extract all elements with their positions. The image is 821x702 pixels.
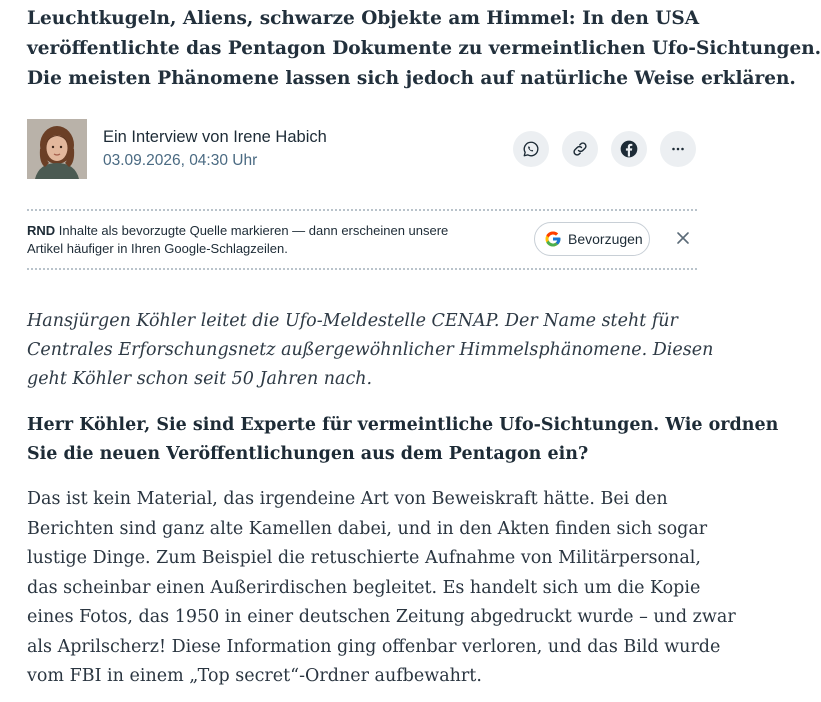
question-line: Herr Köhler, Sie sind Experte für vermeintliche Ufo-Sichtungen. Wie ordnen [27, 415, 779, 435]
preferred-source-banner [27, 220, 707, 264]
intro-line: Centrales Erforschungsnetz außergewöhnlicher Himmelsphänomene. Diesen [27, 340, 714, 360]
whatsapp-icon [522, 140, 540, 158]
link-icon [571, 140, 589, 158]
article-lead [27, 4, 821, 94]
publish-date: 03.09.2026, 04:30 Uhr [103, 152, 258, 169]
facebook-icon [619, 139, 639, 159]
lead-line: veröffentlichte das Pentagon Dokumente zu vermeintlichen Ufo-Sichtungen. [27, 38, 821, 59]
prefer-button-label: Bevorzugen [568, 231, 643, 247]
author-byline: Ein Interview von Irene Habich [103, 128, 327, 146]
preferred-source-line2: Artikel häufiger in Ihren Google-Schlagzeilen. [27, 241, 288, 256]
preferred-source-text [27, 222, 517, 258]
copy-link-button[interactable] [562, 131, 598, 167]
intro-line: Hansjürgen Köhler leitet die Ufo-Meldestelle CENAP. Der Name steht für [27, 311, 678, 331]
close-banner-button[interactable] [673, 228, 693, 248]
google-icon [544, 230, 562, 248]
more-options-button[interactable] [660, 131, 696, 167]
answer-line: vom FBI in einem „Top secret“-Ordner aufbewahrt. [27, 666, 482, 686]
author-row [27, 119, 707, 183]
answer-line: das scheinbar einen Außerirdischen begleitet. Es handelt sich um die Kopie [27, 577, 701, 598]
answer-line: lustige Dinge. Zum Beispiel die retuschierte Aufnahme von Militärpersonal, [27, 548, 701, 568]
divider-top [27, 209, 697, 211]
question-line: Sie die neuen Veröffentlichungen aus dem Pentagon ein? [27, 444, 589, 464]
answer-line: Berichten sind ganz alte Kamellen dabei, und in den Akten finden sich sogar [27, 518, 708, 539]
whatsapp-share-button[interactable] [513, 131, 549, 167]
interview-intro [27, 307, 714, 394]
author-photo [27, 119, 87, 179]
answer-line: Das ist kein Material, das irgendeine Art von Beweiskraft hätte. Bei den [27, 489, 668, 509]
more-icon [669, 140, 687, 158]
interview-question [27, 411, 779, 469]
divider-bottom [27, 268, 697, 270]
intro-line: geht Köhler schon seit 50 Jahren nach. [27, 369, 373, 389]
prefer-button[interactable] [534, 222, 650, 256]
brand-label: RND [27, 223, 56, 238]
lead-line: Die meisten Phänomene lassen sich jedoch auf natürliche Weise erklären. [27, 68, 796, 89]
close-icon [673, 228, 693, 248]
facebook-share-button[interactable] [611, 131, 647, 167]
answer-line: eines Fotos, das 1950 in einer deutschen Zeitung abgedruckt wurde – und zwar [27, 607, 736, 627]
interview-answer [27, 485, 736, 692]
author-avatar[interactable] [27, 119, 87, 179]
lead-line: Leuchtkugeln, Aliens, schwarze Objekte am Himmel: In den USA [27, 8, 700, 29]
answer-line: als Aprilscherz! Diese Information ging offenbar verloren, und das Bild wurde [27, 636, 721, 657]
preferred-source-line1: Inhalte als bevorzugte Quelle markieren — dann erscheinen unsere [55, 223, 449, 238]
